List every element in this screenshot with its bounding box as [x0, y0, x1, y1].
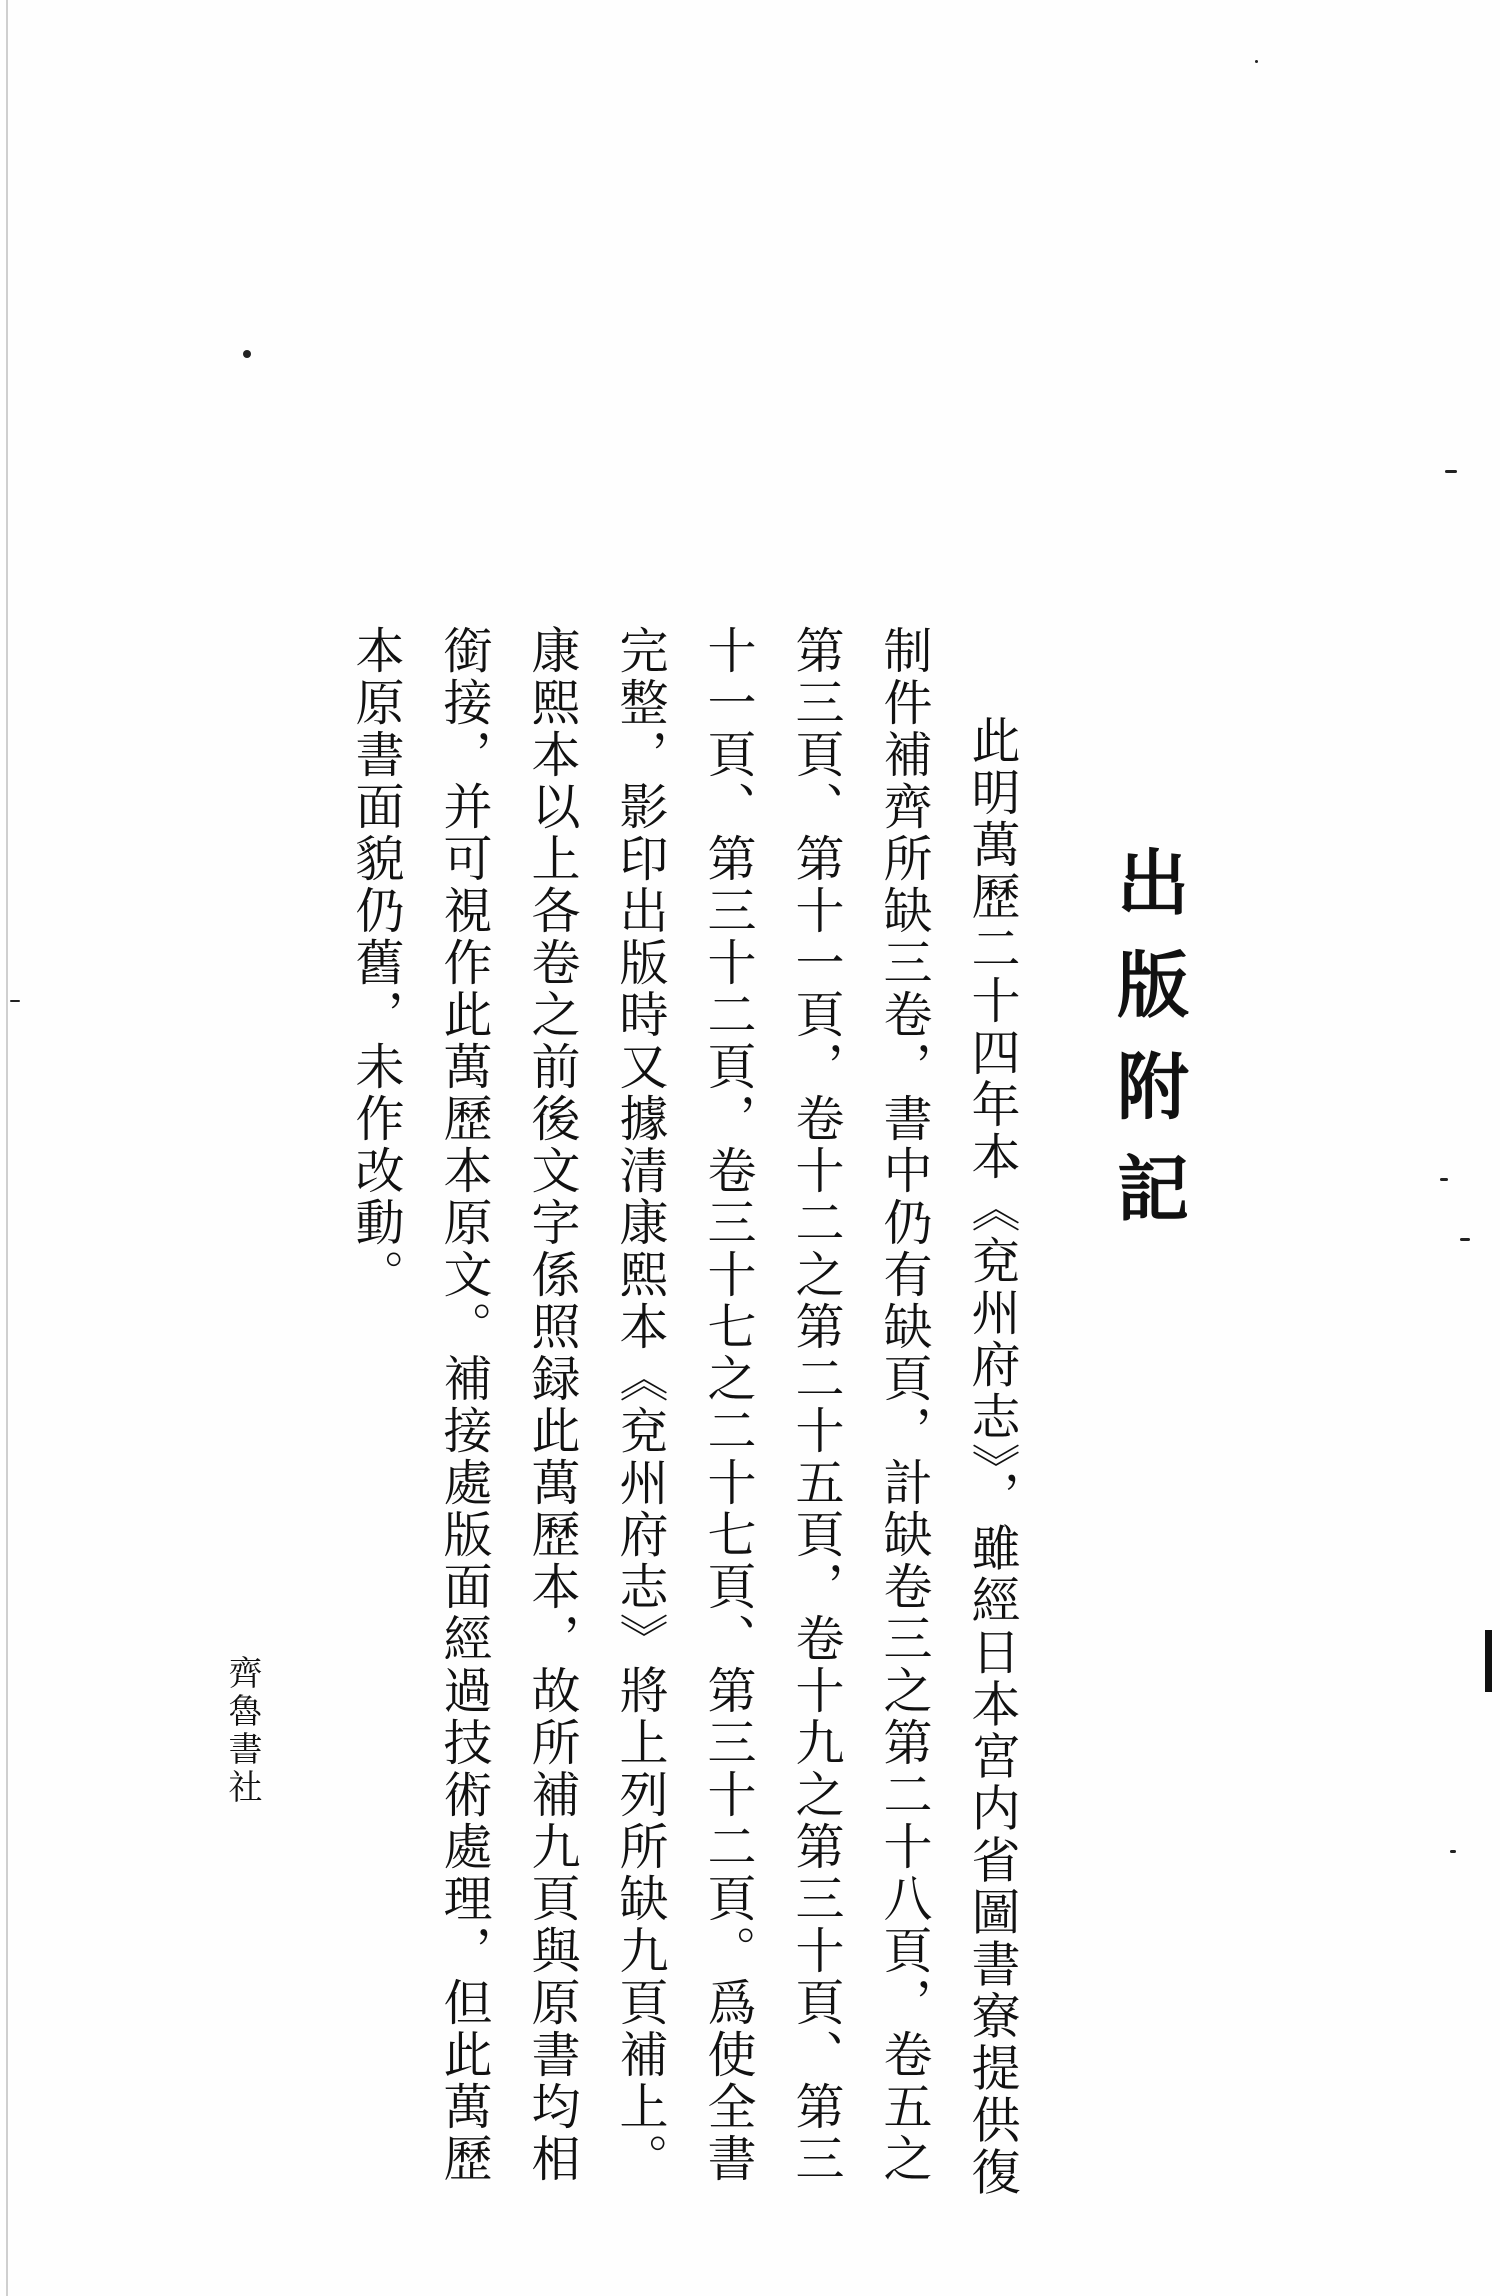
body-text-line: 此明萬歷二十四年本《兗州府志》，雖經日本宮内省圖書寮提供復	[964, 715, 1021, 2199]
scan-speck	[1445, 470, 1457, 473]
scan-speck	[1450, 1850, 1456, 1853]
publisher-name: 齊魯書社	[222, 1655, 262, 1807]
scan-speck	[243, 350, 251, 358]
scan-speck	[1255, 60, 1258, 63]
body-text-line: 本原書面貌仍舊，未作改動。	[348, 625, 405, 1301]
scan-speck	[1460, 1238, 1470, 1241]
scan-speck	[10, 1000, 20, 1002]
body-text-line: 完整，影印出版時又據清康熙本《兗州府志》將上列所缺九頁補上。	[612, 625, 669, 2185]
scan-edge-line	[6, 0, 8, 2296]
scan-edge-mark	[1485, 1630, 1492, 1692]
body-text-line: 銜接，并可視作此萬歷本原文。補接處版面經過技術處理，但此萬歷	[436, 625, 493, 2185]
scan-speck	[1440, 1178, 1448, 1181]
body-text-line: 第三頁、第十一頁，卷十二之第二十五頁，卷十九之第三十頁、第三	[788, 625, 845, 2185]
body-text-line: 康熙本以上各卷之前後文字係照録此萬歷本，故所補九頁與原書均相	[524, 625, 581, 2185]
body-text-line: 十一頁、第三十二頁，卷三十七之二十七頁、第三十二頁。爲使全書	[700, 625, 757, 2185]
page-title: 出版附記	[1105, 845, 1190, 1253]
body-text-line: 制件補齊所缺三卷，書中仍有缺頁，計缺卷三之第二十八頁，卷五之	[876, 625, 933, 2185]
